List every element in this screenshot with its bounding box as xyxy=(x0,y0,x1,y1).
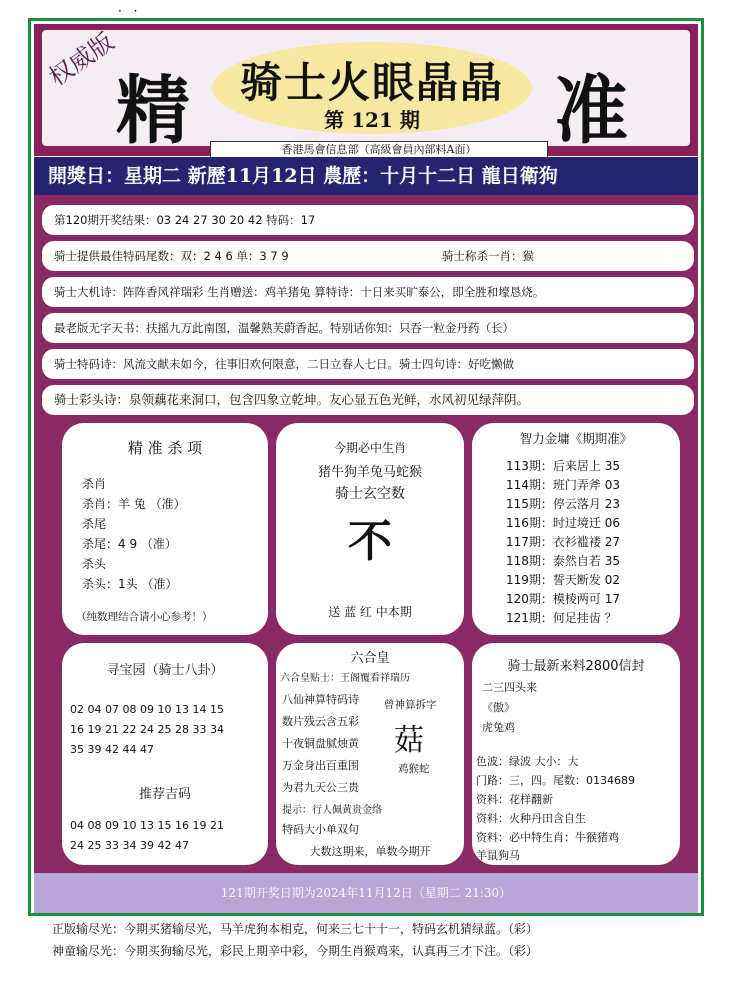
history-item: 118期：泰然自若 35 xyxy=(506,554,620,568)
emperor-big-char: 菇 xyxy=(394,723,424,758)
kill-zodiac-text: 骑士称杀一肖：猴 xyxy=(442,249,534,263)
big-char-right: 准 xyxy=(554,68,628,154)
title-oval xyxy=(212,42,532,134)
content-area xyxy=(34,195,698,873)
box-must-win-zodiac xyxy=(276,423,464,635)
history-item: 114期：班门弄斧 03 xyxy=(506,478,620,492)
emperor-hint2: 特码大小单双句 xyxy=(282,823,359,836)
box-latest-envelope xyxy=(472,643,680,865)
latest-item: 门路：三，四。尾数：0134689 xyxy=(476,774,635,787)
latest-line: 虎兔鸡 xyxy=(482,721,515,734)
emperor-footer: 大数这期来，单数今期开 xyxy=(309,845,431,858)
latest-item: 资料：花样翻新 xyxy=(476,793,553,806)
emperor-line: 万金身出百重围 xyxy=(282,759,359,772)
page-title: 骑士火眼晶晶 xyxy=(239,58,504,107)
latest-line: 《傲》 xyxy=(482,701,515,714)
kill-line: 杀头：1头 （准） xyxy=(82,577,178,591)
row-text: 最老版无字天书：扶摇九万此南图，温馨熟芙蔚香起。特别话你知：只吞一粒金丹药（长） xyxy=(54,321,514,335)
emperor-hint: 提示：行人佩黄贵金络 xyxy=(282,805,382,816)
header xyxy=(34,24,698,156)
top-marks: · · xyxy=(118,4,142,18)
emperor-line: 十夜铜盘腻烛黄 xyxy=(282,737,359,750)
history-item: 119期：誓天断发 02 xyxy=(506,573,620,587)
must-win-zodiacs: 猪牛狗羊兔马蛇猴 xyxy=(317,465,422,480)
info-row-book xyxy=(42,313,694,343)
info-row-result xyxy=(42,205,694,235)
latest-item: 资料：火种丹田含自生 xyxy=(476,812,586,825)
emperor-split-label: 曾神算拆字 xyxy=(384,699,437,711)
recommend-numbers: 24 25 33 34 39 42 47 xyxy=(70,839,189,852)
history-item: 120期：模棱两可 17 xyxy=(506,592,620,606)
box-six-emperor xyxy=(276,643,464,865)
recommend-title: 推荐吉码 xyxy=(138,787,191,802)
mystic-symbol: 不 xyxy=(348,516,392,567)
latest-line: 二三四头来 xyxy=(482,681,537,694)
row-text: 骑士大机诗：阵阵香风祥瑞彩 生肖赠送：鸡羊猪兔 算特诗：十日来买旷泰公，即全胜和壕恳烧。 xyxy=(54,285,545,299)
kill-line: 杀尾 xyxy=(82,517,107,531)
box-title: 骑士最新来料2800信封 xyxy=(507,659,645,674)
poster-frame xyxy=(28,18,704,916)
emperor-line: 数片残云含五彩 xyxy=(282,715,359,728)
kill-line: 杀头 xyxy=(82,557,107,571)
row-text: 骑士提供最佳特码尾数：双：2 4 6 单：3 7 9 xyxy=(54,249,289,263)
issue-number: 第 121 期 xyxy=(324,108,420,132)
history-item: 121期：何足挂齿 ？ xyxy=(506,611,617,625)
info-row-poem xyxy=(42,277,694,307)
recommend-numbers: 04 08 09 10 13 15 16 19 21 xyxy=(70,819,224,832)
draw-schedule-bar: 121期开奖日期为2024年11月12日（星期二 21:30） xyxy=(34,873,698,913)
authority-stamp: 权威版 xyxy=(43,27,119,92)
treasure-numbers: 02 04 07 08 09 10 13 14 15 xyxy=(70,703,224,716)
row-text: 第120期开奖结果：03 24 27 30 20 42 特码：17 xyxy=(54,213,316,227)
row-text: 骑士彩头诗：泉领藕花来洞口，包含四象立乾坤。友心显五色光鲜，水风初见绿萍阴。 xyxy=(54,392,530,407)
mystic-number-title: 骑士玄空数 xyxy=(335,486,405,502)
footer-line-1: 正版输尽光：今期买猪输尽光，马羊虎狗本相克，何来三七十十一，特码玄机猜绿蓝。（彩） xyxy=(52,922,539,936)
treasure-numbers: 16 19 21 22 24 25 28 33 34 xyxy=(70,723,224,736)
box-title: 智力金墉《期期准》 xyxy=(519,431,633,446)
emperor-line: 为君九天公三贵 xyxy=(282,781,359,794)
latest-item: 资料：必中特生肖：牛猴猪鸡 xyxy=(476,831,619,844)
history-item: 116期：时过境迁 06 xyxy=(506,516,620,530)
emperor-tip: 六合皇贴士：王阁覆看祥瑞历 xyxy=(280,673,410,684)
box-wisdom-list xyxy=(472,423,680,635)
box-precise-kill xyxy=(62,423,268,635)
history-item: 115期：停云落月 23 xyxy=(506,497,620,511)
box-title: 寻宝园（骑士八卦） xyxy=(106,663,224,678)
emperor-line: 八仙神算特码诗 xyxy=(282,693,359,706)
box-treasure xyxy=(62,643,268,865)
footer-line-2: 神童输尽光：今期买狗输尽光，彩民上期辛中彩，今期生肖猴鸡来，认真再三才下注。（彩） xyxy=(52,944,539,958)
kill-line: 杀肖：羊 兔 （准） xyxy=(82,497,186,511)
treasure-numbers: 35 39 42 44 47 xyxy=(70,743,154,756)
info-row-color-poem xyxy=(42,385,694,415)
info-row-tail xyxy=(42,241,694,271)
info-bar: 香港馬會信息部（高級會員內部料A面） xyxy=(210,141,548,159)
emperor-zodiacs: 鸡猴蛇 xyxy=(398,763,430,775)
must-win-title: 今期必中生肖 xyxy=(333,441,406,455)
latest-item: 色波：绿波 大小：大 xyxy=(476,755,579,768)
history-item: 113期：后来居上 35 xyxy=(506,459,620,473)
latest-item: 羊鼠狗马 xyxy=(476,849,520,862)
kill-line: 杀尾：4 9 （准） xyxy=(82,537,177,551)
draw-date-bar: 開獎日：星期二 新歷11月12日 農歷：十月十二日 龍日衛狗 xyxy=(34,157,698,195)
row-text: 骑士特码诗：风流文献未如今，往事旧欢何限意，二日立春人七日。骑士四句诗：好吃懒做 xyxy=(54,357,514,371)
history-item: 117期：衣衫褴褛 27 xyxy=(506,535,620,549)
box-title: 六合皇 xyxy=(350,651,390,666)
send-colors: 送 蓝 红 中本期 xyxy=(328,605,412,619)
box-title: 精 准 杀 项 xyxy=(127,439,203,457)
kill-line: 杀肖 xyxy=(82,477,107,491)
kill-note: （纯数理结合请小心参考！） xyxy=(76,611,213,623)
big-char-left: 精 xyxy=(116,68,190,154)
info-row-special-poem xyxy=(42,349,694,379)
